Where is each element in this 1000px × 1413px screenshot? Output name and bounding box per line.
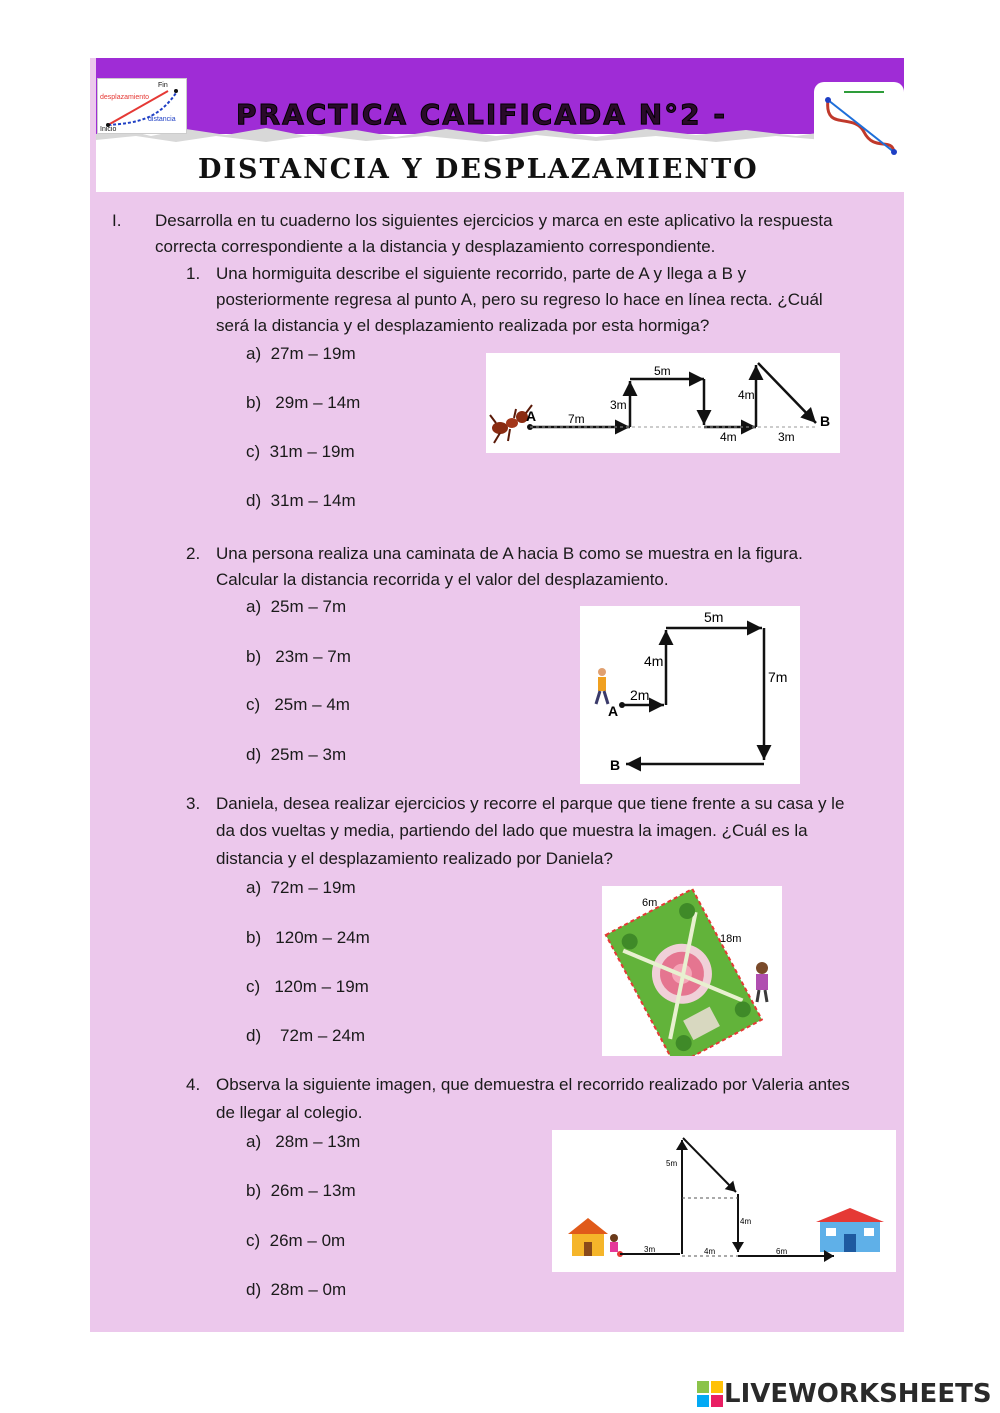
q4-option-d[interactable]: [246, 1277, 346, 1303]
q4-segment-label: 4m: [704, 1247, 716, 1256]
logo-inicio-label: Inicio: [100, 126, 117, 133]
q2-walk-path-figure: [580, 606, 800, 784]
q3-option-a[interactable]: [246, 875, 356, 901]
page-title: PRACTICA CALIFICADA N°2 -: [236, 98, 727, 131]
q2-option-a[interactable]: [246, 594, 346, 620]
option-text: 72m – 24m: [280, 1026, 366, 1045]
option-letter: c): [246, 1231, 261, 1250]
option-text: 26m – 13m: [270, 1181, 356, 1200]
q3-park-figure: [602, 886, 782, 1056]
q1-segment-label: 4m: [738, 388, 755, 402]
q1-option-d[interactable]: [246, 488, 356, 514]
house-icon: [568, 1218, 608, 1256]
school-icon: [816, 1208, 884, 1252]
option-letter: b): [246, 393, 262, 412]
logo-fin-label: Fin: [158, 82, 168, 89]
option-text: 28m – 0m: [270, 1280, 347, 1299]
option-text: 31m – 14m: [270, 491, 356, 510]
question-1-line: será la distancia y el desplazamiento realizada por esta hormiga?: [216, 316, 710, 335]
q1-segment-label: 4m: [720, 430, 737, 444]
q2-segment-label: 7m: [768, 669, 788, 685]
option-letter: a): [246, 597, 262, 616]
question-3-line: Daniela, desea realizar ejercicios y recorre el parque que tiene frente a su casa y le: [216, 794, 845, 813]
logo-desplazamiento-label: desplazamiento: [100, 94, 150, 101]
option-letter: a): [246, 1132, 262, 1151]
option-text: 25m – 3m: [270, 745, 347, 764]
q1-segment-label: 3m: [778, 430, 795, 444]
option-letter: c): [246, 442, 261, 461]
q2-option-c[interactable]: [246, 692, 350, 718]
q1-segment-label: 7m: [568, 412, 585, 426]
q1-option-c[interactable]: [246, 439, 355, 465]
question-2-line: Una persona realiza una caminata de A hacia B como se muestra en la figura.: [216, 544, 803, 563]
question-1-line: Una hormiguita describe el siguiente recorrido, parte de A y llega a B y: [216, 264, 747, 283]
header-logo-path-diagram: [814, 82, 904, 160]
option-letter: a): [246, 878, 262, 897]
q2-segment-label: 5m: [704, 609, 724, 625]
q2-point-b-label: B: [610, 757, 621, 773]
option-text: 25m – 7m: [270, 597, 347, 616]
q4-option-b[interactable]: [246, 1178, 356, 1204]
walking-person-icon: [596, 668, 608, 704]
question-3-number: 3.: [186, 794, 201, 813]
option-text: 25m – 4m: [274, 695, 350, 714]
page-subtitle: DISTANCIA Y DESPLAZAMIENTO: [198, 154, 759, 185]
q2-option-d[interactable]: [246, 742, 346, 768]
option-text: 120m – 19m: [274, 977, 369, 996]
option-text: 23m – 7m: [275, 647, 351, 666]
question-1-number: 1.: [186, 264, 201, 283]
option-letter: c): [246, 977, 261, 996]
question-4-number: 4.: [186, 1075, 201, 1094]
option-text: 26m – 0m: [269, 1231, 346, 1250]
q1-segment-label: 3m: [610, 398, 627, 412]
q3-width-label: 6m: [642, 897, 658, 909]
option-letter: a): [246, 344, 262, 363]
instruction-line-2: correcta correspondiente a la distancia y desplazamiento correspondiente.: [155, 237, 716, 256]
q2-segment-label: 4m: [644, 653, 664, 669]
option-text: 31m – 19m: [269, 442, 355, 461]
option-letter: d): [246, 491, 262, 510]
q2-point-a-label: A: [608, 703, 619, 719]
question-4-line: Observa la siguiente imagen, que demuestra el recorrido realizado por Valeria antes: [216, 1075, 850, 1094]
q4-route-to-school-figure: [552, 1130, 896, 1272]
option-text: 120m – 24m: [275, 928, 370, 947]
q3-option-b[interactable]: [246, 925, 370, 951]
question-2-number: 2.: [186, 544, 201, 563]
q4-option-c[interactable]: [246, 1228, 345, 1254]
section-numeral: I.: [112, 211, 122, 230]
q4-option-a[interactable]: [246, 1129, 360, 1155]
q2-segment-label: 2m: [630, 687, 650, 703]
q1-point-b-label: B: [820, 413, 831, 429]
option-letter: b): [246, 1181, 262, 1200]
q3-option-c[interactable]: [246, 974, 369, 1000]
option-letter: d): [246, 1026, 262, 1045]
liveworksheets-watermark: [696, 1376, 992, 1412]
question-2-line: Calcular la distancia recorrida y el valor del desplazamiento.: [216, 570, 669, 589]
girl-icon: [610, 1234, 618, 1252]
q1-segment-label: 5m: [654, 364, 671, 378]
option-text: 29m – 14m: [275, 393, 361, 412]
option-letter: b): [246, 928, 262, 947]
question-1-line: posteriormente regresa al punto A, pero su regreso lo hace en línea recta. ¿Cuál: [216, 290, 823, 309]
option-text: 27m – 19m: [270, 344, 356, 363]
option-letter: c): [246, 695, 261, 714]
q1-option-b[interactable]: [246, 390, 360, 416]
q2-option-b[interactable]: [246, 644, 351, 670]
q1-ant-path-figure: [486, 353, 840, 453]
watermark-text: LIVEWORKSHEETS: [724, 1379, 992, 1409]
park-illustration: [606, 889, 762, 1056]
question-3-line: da dos vueltas y media, partiendo del lado que muestra la imagen. ¿Cuál es la: [216, 821, 808, 840]
girl-icon: [756, 962, 768, 1002]
question-3-line: distancia y el desplazamiento realizado por Daniela?: [216, 849, 613, 868]
q1-option-a[interactable]: [246, 341, 356, 367]
question-4-line: de llegar al colegio.: [216, 1103, 363, 1122]
q3-length-label: 18m: [720, 933, 742, 945]
q4-segment-label: 4m: [740, 1217, 752, 1226]
option-text: 72m – 19m: [270, 878, 356, 897]
instruction-line-1: Desarrolla en tu cuaderno los siguientes ejercicios y marca en este aplicativo la respuesta: [155, 211, 833, 230]
option-letter: d): [246, 1280, 262, 1299]
option-letter: d): [246, 745, 262, 764]
q4-segment-label: 5m: [666, 1159, 678, 1168]
header-logo-displacement-diagram: [97, 78, 187, 134]
logo-distancia-label: distancia: [148, 116, 176, 123]
q3-option-d[interactable]: [246, 1023, 365, 1049]
option-letter: b): [246, 647, 262, 666]
q4-segment-label: 6m: [776, 1247, 788, 1256]
option-text: 28m – 13m: [275, 1132, 361, 1151]
liveworksheets-logo-icon: [696, 1380, 724, 1408]
q4-segment-label: 3m: [644, 1245, 656, 1254]
q1-point-a-label: A: [526, 408, 537, 424]
